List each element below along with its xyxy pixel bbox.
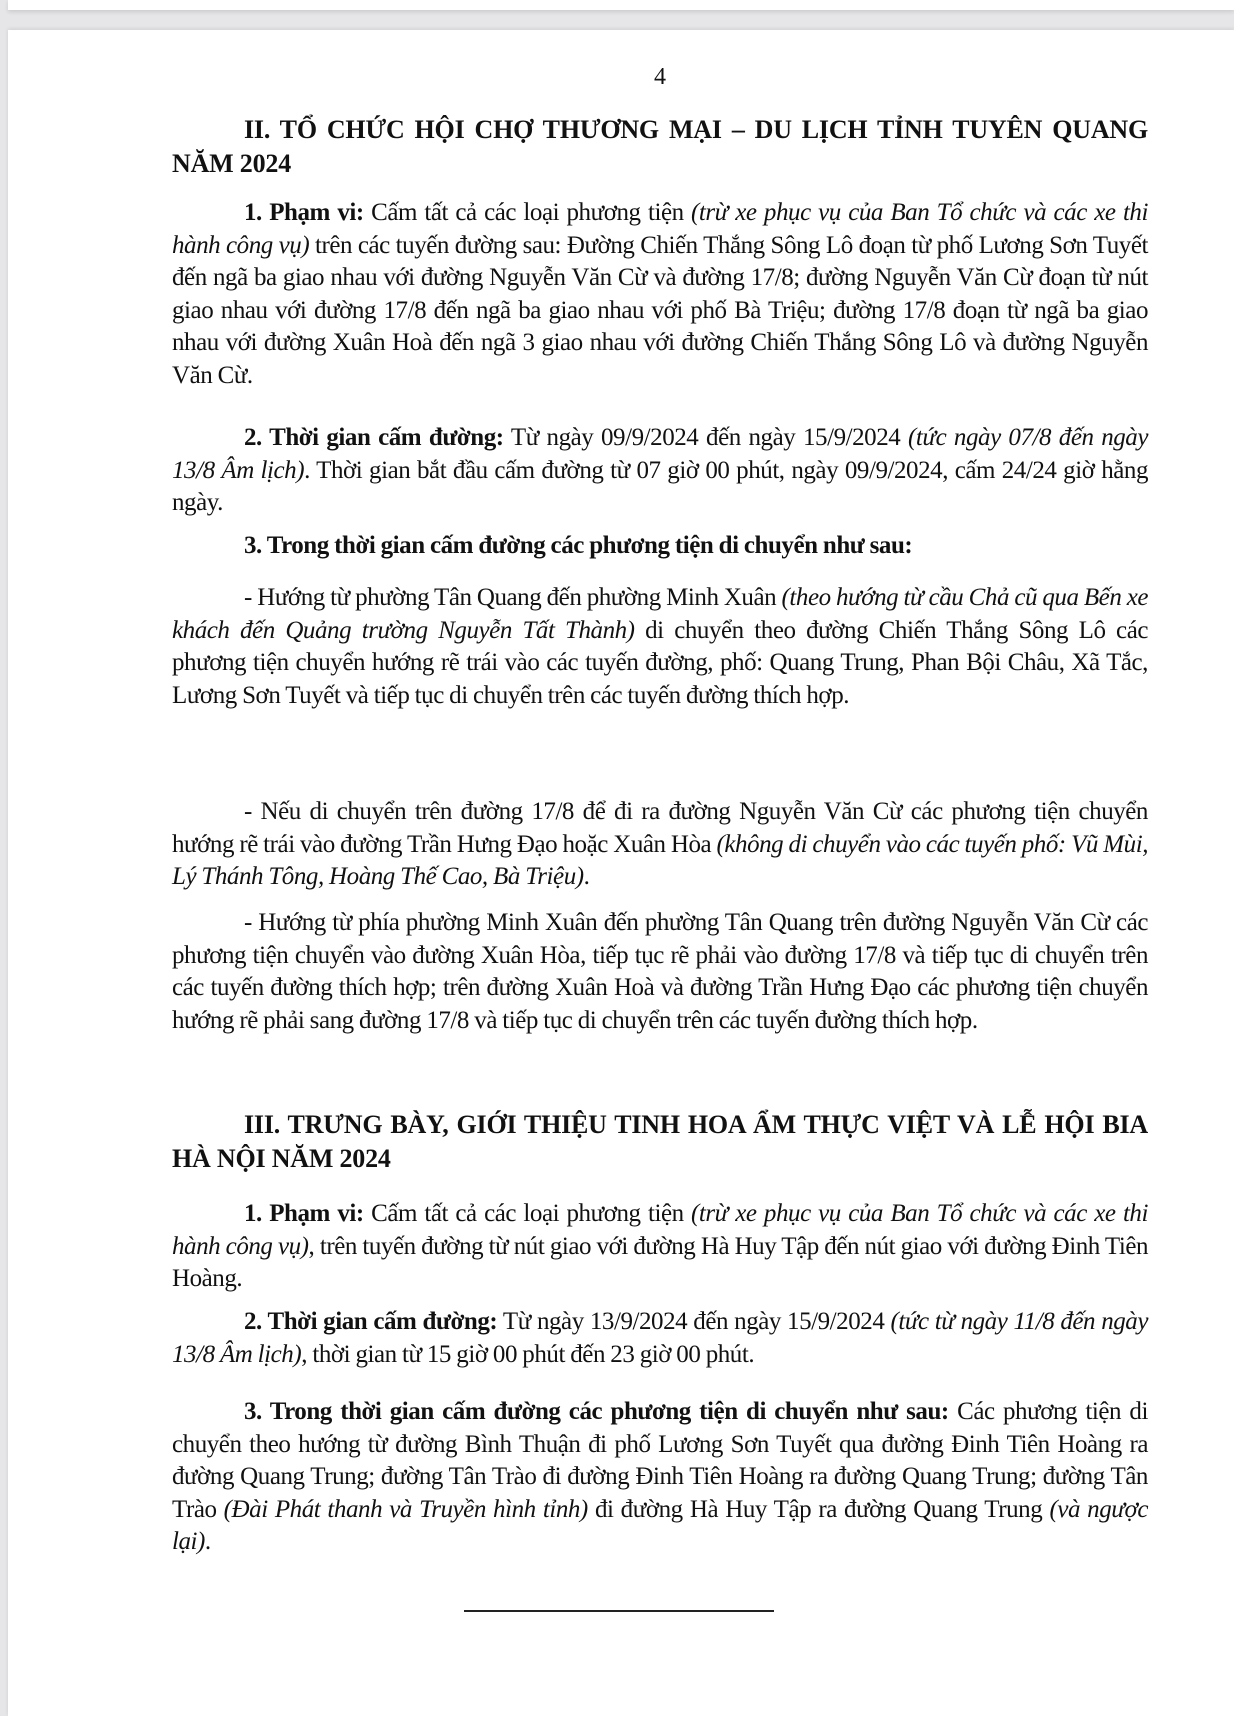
section-3-time bbox=[172, 1306, 1148, 1371]
section-2-heading: II. TỔ CHỨC HỘI CHỢ THƯƠNG MẠI – DU LỊCH TỈNH TUYÊN QUANG NĂM 2024 bbox=[172, 115, 1148, 178]
time-label: 2. Thời gian cấm đường: bbox=[244, 1308, 498, 1335]
time-text: Từ ngày 13/9/2024 đến ngày 15/9/2024 bbox=[497, 1308, 891, 1335]
route-text: - Hướng từ phía phường Minh Xuân đến phường Tân Quang trên đường Nguyễn Văn Cừ các phương tiện chuyển vào đường Xuân Hòa, tiếp tục rẽ phải vào đường 17/8 và tiếp tục di chuyển trên các tuyến đường thích hợp; trên đường Xuân Hoà và đường Trần Hưng Đạo các phương tiện chuyển hướng rẽ phải sang đường 17/8 và tiếp tục di chuyển trên các tuyến đường thích hợp. bbox=[172, 909, 1148, 1034]
time-label: 2. Thời gian cấm đường: bbox=[244, 424, 504, 451]
time-lunar-note: (tức từ ngày 11/8 đến ngày 13/8 Âm lịch) bbox=[172, 1308, 1149, 1368]
section-2-route-item-3 bbox=[172, 907, 1148, 1037]
section-2-route-item-1 bbox=[172, 582, 1148, 712]
route-note: (theo hướng từ cầu Chả cũ qua Bến xe khách đến Quảng trường Nguyễn Tất Thành) bbox=[172, 584, 1149, 644]
section-2-routes-label bbox=[172, 530, 1148, 563]
previous-page-edge bbox=[8, 0, 1234, 10]
routes-text: Các phương tiện di chuyển theo hướng từ đường Bình Thuận đi phố Lương Sơn Tuyết qua đường Đinh Tiên Hoàng ra đường Quang Trung; đường Tân Trào đi đường Đinh Tiên Hoàng ra đường Quang Trung; đường Tân Trào bbox=[172, 1398, 1148, 1523]
document-page bbox=[8, 30, 1234, 1716]
route-note: (không di chuyển vào các tuyến phố: Vũ Mùi, Lý Thánh Tông, Hoàng Thế Cao, Bà Triệu) bbox=[172, 830, 1148, 891]
section-3-heading: III. TRƯNG BÀY, GIỚI THIỆU TINH HOA ẨM THỰC VIỆT VÀ LỄ HỘI BIA HÀ NỘI NĂM 2024 bbox=[172, 1110, 1148, 1173]
time-detail: . Thời gian bắt đầu cấm đường từ 07 giờ 00 phút, ngày 09/9/2024, cấm 24/24 giờ hằng ngày. bbox=[172, 456, 1149, 517]
scope-routes: trên các tuyến đường sau: Đường Chiến Thắng Sông Lô đoạn từ phố Lương Sơn Tuyết đến ngã ba giao nhau với đường Nguyễn Văn Cừ và đường 17/8; đường Nguyễn Văn Cừ đoạn từ nút giao nhau với đường 17/8 đến ngã ba giao nhau với phố Bà Triệu; đường 17/8 đoạn từ ngã ba giao nhau với đường Xuân Hoà đến ngã 3 giao nhau với đường Chiến Thắng Sông Lô và đường Nguyễn Văn Cừ. bbox=[172, 231, 1148, 389]
section-3-scope bbox=[172, 1198, 1148, 1296]
time-text: Từ ngày 09/9/2024 đến ngày 15/9/2024 bbox=[503, 424, 909, 451]
section-2-time bbox=[172, 422, 1148, 520]
time-detail: , thời gian từ 15 giờ 00 phút đến 23 giờ 00 phút. bbox=[301, 1340, 755, 1368]
routes-label: 3. Trong thời gian cấm đường các phương tiện di chuyển như sau: bbox=[244, 1398, 949, 1425]
scope-routes: , trên tuyến đường từ nút giao với đường Hà Huy Tập đến nút giao với đường Đinh Tiên Hoàng. bbox=[172, 1232, 1149, 1293]
scope-exception: (trừ xe phục vụ của Ban Tổ chức và các xe thi hành công vụ) bbox=[172, 199, 1148, 259]
route-detail: di chuyển theo đường Chiến Thắng Sông Lô các phương tiện chuyển hướng rẽ trái vào các tuyến đường, phố: Quang Trung, Phan Bội Châu, Xã Tắc, Lương Sơn Tuyết và tiếp tục di chuyển trên các tuyến đường thích hợp. bbox=[172, 616, 1148, 709]
section-3-routes bbox=[172, 1396, 1148, 1559]
route-text: - Hướng từ phường Tân Quang đến phường Minh Xuân bbox=[244, 584, 782, 611]
routes-label: 3. Trong thời gian cấm đường các phương tiện di chuyển như sau: bbox=[244, 532, 913, 559]
routes-end: . bbox=[204, 1528, 211, 1556]
routes-reverse-note: (và ngược lại) bbox=[172, 1495, 1148, 1556]
section-2-route-item-2 bbox=[172, 796, 1148, 894]
route-text: - Nếu di chuyển trên đường 17/8 để đi ra đường Nguyễn Văn Cừ các phương tiện chuyển hướng rẽ trái vào đường Trần Hưng Đạo hoặc Xuân Hòa bbox=[172, 798, 1148, 858]
section-2-scope bbox=[172, 197, 1148, 393]
scope-label: 1. Phạm vi: bbox=[244, 1200, 364, 1227]
scope-text: Cấm tất cả các loại phương tiện bbox=[363, 199, 692, 226]
end-of-document-rule bbox=[464, 1610, 774, 1612]
route-detail: . bbox=[583, 863, 590, 891]
routes-text-continued: đi đường Hà Huy Tập ra đường Quang Trung bbox=[587, 1495, 1050, 1523]
scope-text: Cấm tất cả các loại phương tiện bbox=[363, 1200, 692, 1227]
time-lunar-note: (tức ngày 07/8 đến ngày 13/8 Âm lịch) bbox=[172, 424, 1149, 484]
page-number: 4 bbox=[654, 64, 666, 90]
routes-note: (Đài Phát thanh và Truyền hình tỉnh) bbox=[223, 1495, 588, 1523]
scope-exception: (trừ xe phục vụ của Ban Tổ chức và các xe thi hành công vụ) bbox=[172, 1200, 1148, 1260]
scope-label: 1. Phạm vi: bbox=[244, 199, 364, 226]
